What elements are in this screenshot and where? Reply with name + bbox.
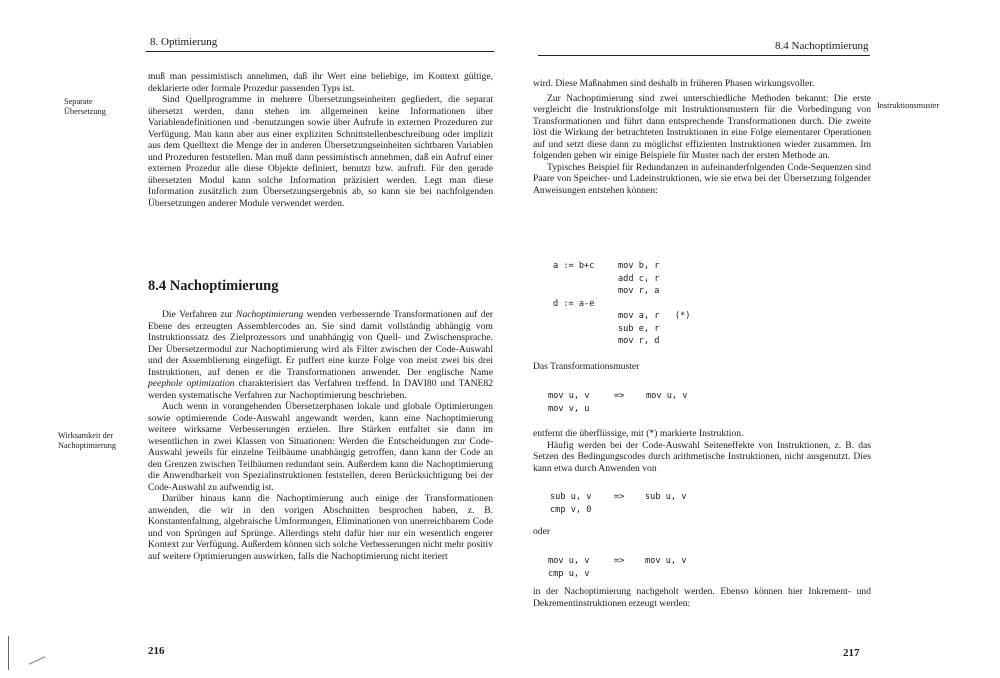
code-statements: a := b+c d := a-e — [553, 261, 595, 309]
right-body-middle — [533, 428, 871, 474]
pattern1-arrow: => — [614, 391, 625, 401]
pattern1-input: mov u, v mov v, u — [548, 391, 590, 414]
pattern3-input: mov u, v cmp u, v — [548, 556, 590, 579]
paragraph: Zur Nachoptimierung sind zwei unterschiedliche Methoden bekannt: Die erste vergleicht die Instruktionsfolge mit Instruktionsmustern für die Vorbedingung von Transformationen und führt dann entsprechende Transformationen durch. Die zweite löst die Wirkung der betrachteten Instruktionen in eine Folge elementarer Operationen auf und setzt diese dann zu möglichst effizienten Instruktionen wieder zusammen. Im folgenden geben wir einige Beispiele für Muster nach der ersten Methode an. — [533, 92, 871, 161]
oder-label: oder — [533, 526, 551, 537]
left-body-top — [148, 71, 493, 209]
paragraph: Typisches Beispiel für Redundanzen in aufeinanderfolgenden Code-Sequenzen sind Paare von Speicher- und Ladeinstruktionen, wie sie etwa bei der Übersetzung folgender Anweisungen entstehen können: — [533, 161, 871, 196]
code-instructions: mov b, r add c, r mov r, a mov a, r (*) sub e, r mov r, d — [618, 261, 691, 346]
scan-mark — [8, 636, 9, 670]
right-page-number: 217 — [843, 647, 860, 659]
paragraph — [148, 309, 493, 401]
left-page-number: 216 — [148, 645, 165, 657]
right-header-rule — [538, 55, 870, 56]
left-running-header: 8. Optimierung — [150, 36, 218, 48]
paragraph: entfernt die überflüssige, mit (*) markierte Instruktion. — [533, 428, 744, 439]
paragraph: Häufig werden bei der Code-Auswahl Seiteneffekte von Instruktionen, z. B. das Setzen des Bedingungscodes durch arithmetische Instruktionen, nicht ausgenutzt. Dies kann etwa durch Anwenden von — [533, 439, 871, 474]
left-header-rule — [146, 51, 494, 52]
paragraph: Auch wenn in vorangehenden Übersetzerphasen lokale und globale Optimierungen sowie optimierende Code-Auswahl angewandt werden, kann eine Nachoptimierung weitere wirksame Verbesserungen erzielen. Ihre Stärken entfaltet sie dann im wesentlichen in zwei Klassen von Situationen: Werden die Entscheidungen zur Code-Auswahl jeweils für einzelne Teilbäume unabhängig getroffen, dann kann der Code an den Grenzen zwischen Teilbäumen redundant sein. Außerdem kann die Nachoptimierung die Anwendbarkeit von Spezialinstruktionen feststellen, deren Berücksichtigung bei der Code-Auswahl zu aufwendig ist. — [148, 401, 493, 493]
right-body-bottom — [533, 586, 871, 609]
scan-mark — [29, 656, 46, 665]
text-run: wenden verbessernde Transformationen auf der Ebene des erzeugten Assemblercodes an. Sie sind damit vollständig abhängig vom Instruktionssatz des Zielprozessors und unabhängig von Quell- und Zwischensprache. Der Übersetzermodul zur Nachoptimierung wird als Filter zwischen der Code-Auswahl und der Assemblierung eingefügt. Er puffert eine kurze Folge von meist zwei bis drei Instruktionen, auf denen er die Transformationen anwendet. Der englische Name — [148, 309, 493, 378]
pattern3-arrow: => — [614, 556, 625, 566]
paragraph: in der Nachoptimierung nachgeholt werden. Ebenso können hier Inkrement- und Dekrementinstruktionen erzeugt werden: — [533, 586, 871, 609]
emphasis: Nachoptimierung — [236, 309, 304, 320]
emphasis: peephole optimization — [148, 378, 235, 389]
margin-note-wirksamkeit: Wirksamkeit der Nachoptimierung — [58, 431, 117, 450]
pattern1-output: mov u, v — [646, 391, 688, 401]
paragraph: muß man pessimistisch annehmen, daß ihr Wert eine beliebige, im Kontext gültige, deklarierte oder formale Prozedur passenden Typs ist. — [148, 71, 493, 94]
section-heading: 8.4 Nachoptimierung — [148, 278, 279, 294]
text-run: Die Verfahren zur — [162, 309, 237, 320]
text-run: charakterisiert das Verfahren treffend. In DAVI80 und TANE82 werden systematische Verfahren zur Nachoptimierung beschrieben. — [148, 378, 494, 401]
right-body-top — [533, 78, 871, 196]
left-body-bottom — [148, 309, 493, 562]
pattern2-arrow: => — [614, 492, 625, 502]
paragraph: Darüber hinaus kann die Nachoptimierung auch einige der Transformationen anwenden, die wir in den vorigen Abschnitten besprochen haben, z. B. Konstantenfaltung, algebraische Umformungen, Eliminationen von unerreichbarem Code und von Sprüngen auf Sprünge. Allerdings steht dafür hier nur ein wesentlich engerer Kontext zur Verfügung. Außerdem können sich solche Verbesserungen nicht mehr positiv auf weitere Optimierungen auswirken, falls die Nachoptimierung nicht iteriert — [148, 493, 493, 562]
right-running-header: 8.4 Nachoptimierung — [775, 40, 869, 52]
pattern2-input: sub u, v cmp v, 0 — [550, 492, 592, 515]
transform-label: Das Transformationsmuster — [533, 361, 640, 372]
pattern2-output: sub u, v — [645, 492, 687, 502]
paragraph: wird. Diese Maßnahmen sind deshalb in früheren Phasen wirkungsvoller. — [533, 78, 815, 89]
margin-note-separate-uebersetzung: Separate Übersetzung — [64, 97, 106, 116]
paragraph: Sind Quellprogramme in mehrere Übersetzungseinheiten gegliedert, die separat übersetzt werden, dann stehen im allgemeinen keine Informationen über Variablendefinitionen und -benutzungen sowie über Aufrufe in externen Prozeduren zur Verfügung. Man kann aber aus einer expliziten Schnittstellenbeschreibung oder implizit aus dem Quelltext die Menge der in anderen Übersetzungseinheiten sichtbaren Variablen und Prozeduren feststellen. Man muß dann pessimistisch annehmen, daß ein Aufruf einer externen Prozedur alle diese Objekte definiert, benutzt bzw. aufruft. Für den gerade übersetzten Modul kann solche Information präzisiert werden. Legt man diese Information zusätzlich zum Übersetzungsergebnis ab, so kann sie bei nachfolgenden Übersetzungen anderer Module verwendet werden. — [148, 94, 493, 209]
margin-note-instruktionsmuster: Instruktionsmuster — [877, 101, 940, 110]
pattern3-output: mov u, v — [645, 556, 687, 566]
